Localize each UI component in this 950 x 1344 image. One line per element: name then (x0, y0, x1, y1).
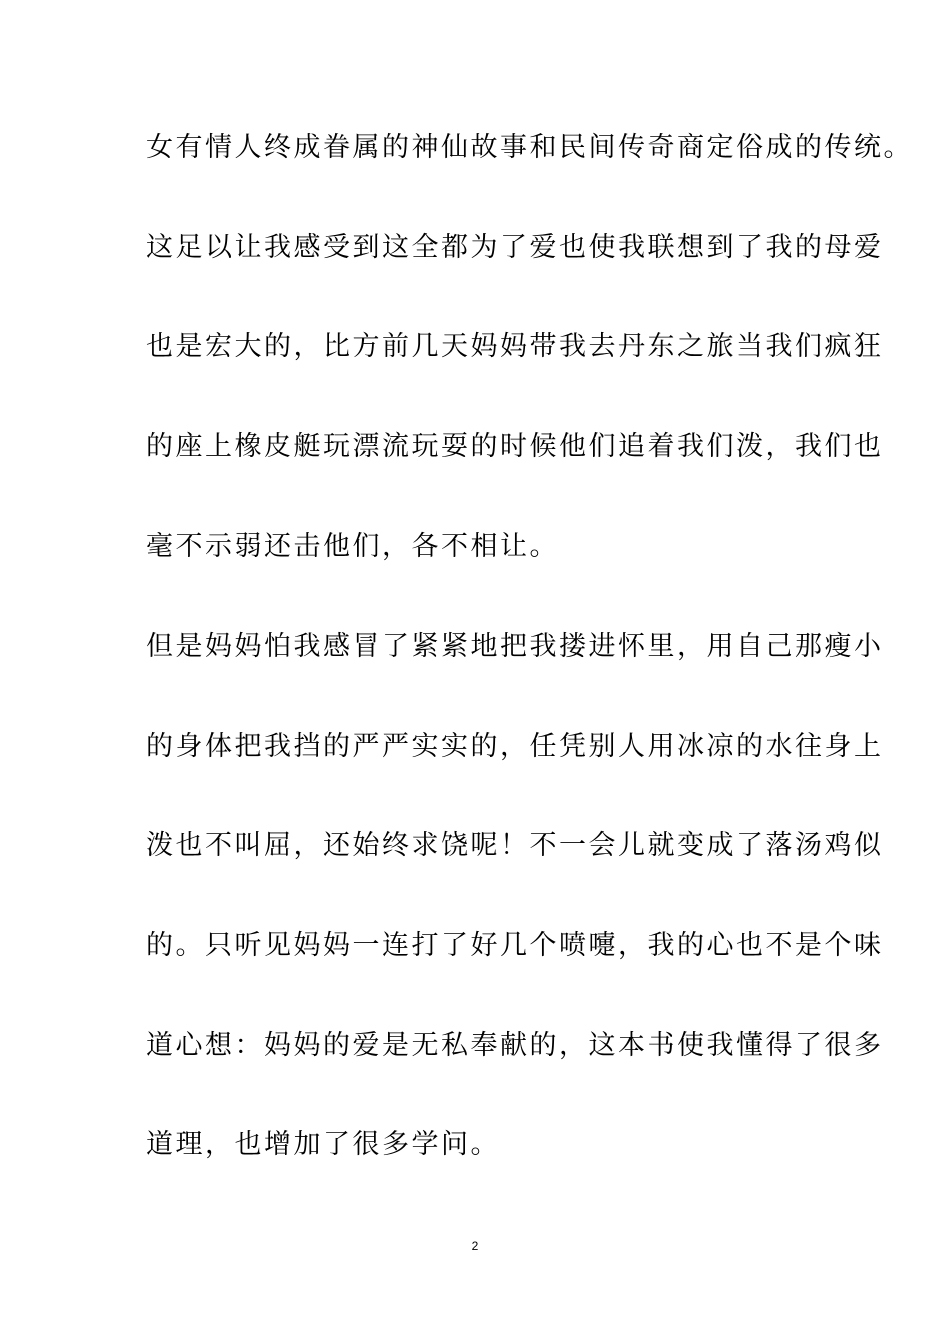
text-line-3: 也是宏大的，比方前几天妈妈带我去丹东之旅当我们疯狂 (146, 331, 884, 362)
text-line-4: 的座上橡皮艇玩漂流玩耍的时候他们追着我们泼，我们也 (146, 431, 884, 462)
text-line-1: 女有情人终成眷属的神仙故事和民间传奇商定俗成的传统。 (146, 132, 913, 163)
text-line-7: 的身体把我挡的严严实实的，任凭别人用冰凉的水往身上 (146, 731, 884, 762)
text-line-8: 泼也不叫屈，还始终求饶呢！不一会儿就变成了落汤鸡似 (146, 830, 884, 861)
text-line-5: 毫不示弱还击他们，各不相让。 (146, 531, 559, 562)
text-line-11: 道理，也增加了很多学问。 (146, 1129, 500, 1160)
text-line-9: 的。只听见妈妈一连打了好几个喷嚏，我的心也不是个味 (146, 930, 884, 961)
text-line-2: 这足以让我感受到这全都为了爱也使我联想到了我的母爱 (146, 232, 884, 263)
text-line-10: 道心想：妈妈的爱是无私奉献的，这本书使我懂得了很多 (146, 1030, 884, 1061)
text-line-6: 但是妈妈怕我感冒了紧紧地把我搂进怀里，用自己那瘦小 (146, 631, 884, 662)
page-number: 2 (471, 1239, 479, 1253)
